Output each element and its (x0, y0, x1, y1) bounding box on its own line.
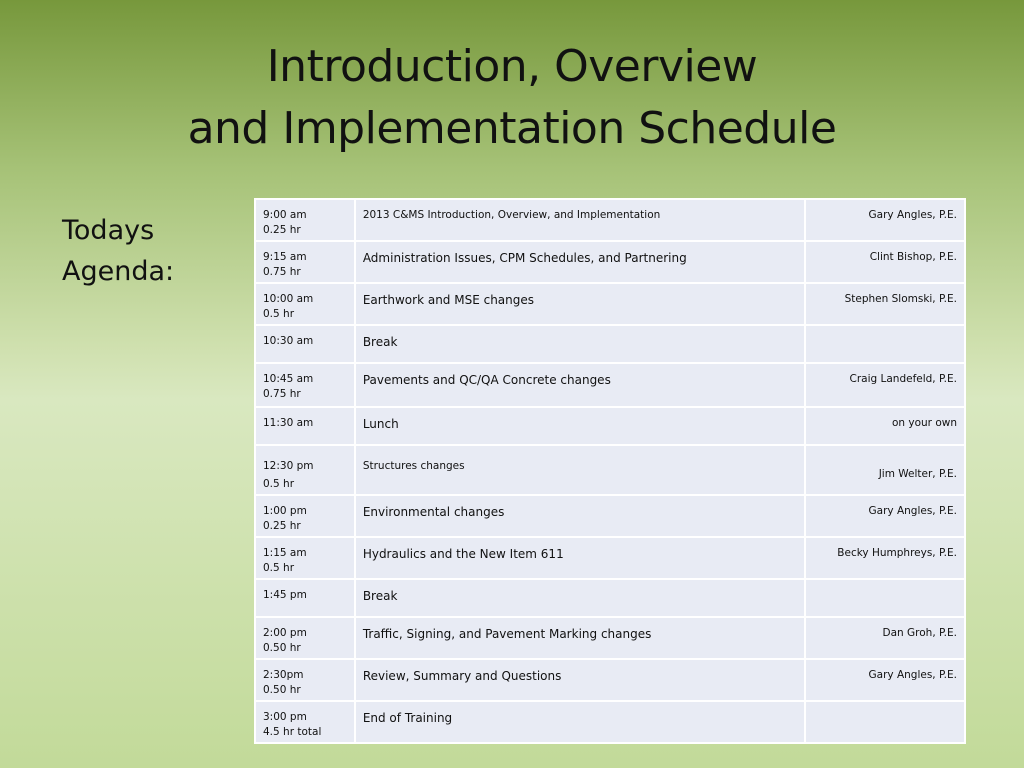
agenda-row (255, 283, 965, 325)
speaker-cell: Stephen Slomski, P.E. (805, 283, 965, 325)
start-time: 1:45 pm (263, 589, 307, 601)
start-time: 9:15 am (263, 251, 307, 263)
start-time: 10:30 am (263, 335, 314, 347)
agenda-row (255, 199, 965, 241)
time-cell (255, 579, 355, 617)
speaker-cell: Becky Humphreys, P.E. (805, 537, 965, 579)
time-cell (255, 445, 355, 495)
start-time: 10:00 am (263, 293, 314, 305)
agenda-row (255, 579, 965, 617)
slide-title (0, 36, 1024, 160)
agenda-row (255, 325, 965, 363)
agenda-row (255, 495, 965, 537)
speaker-cell: Gary Angles, P.E. (805, 495, 965, 537)
duration: 0.25 hr (263, 520, 301, 532)
speaker-cell: on your own (805, 407, 965, 445)
time-cell (255, 241, 355, 283)
topic-cell: Environmental changes (355, 495, 806, 537)
start-time: 10:45 am (263, 373, 314, 385)
start-time: 3:00 pm (263, 711, 307, 723)
topic-cell: Break (355, 325, 806, 363)
topic-cell: Earthwork and MSE changes (355, 283, 806, 325)
duration: 4.5 hr total (263, 726, 322, 738)
topic-cell: Structures changes (355, 445, 806, 495)
speaker-cell: Craig Landefeld, P.E. (805, 363, 965, 407)
time-cell (255, 701, 355, 743)
speaker-cell (805, 701, 965, 743)
duration: 0.50 hr (263, 684, 301, 696)
duration: 0.5 hr (263, 308, 295, 320)
speaker-cell: Gary Angles, P.E. (805, 659, 965, 701)
speaker-cell (805, 579, 965, 617)
start-time: 9:00 am (263, 209, 307, 221)
agenda-row (255, 617, 965, 659)
title-line-2: and Implementation Schedule (187, 103, 837, 154)
agenda-row (255, 407, 965, 445)
duration: 0.5 hr (263, 478, 295, 490)
speaker-cell: Jim Welter, P.E. (805, 445, 965, 495)
agenda-row (255, 241, 965, 283)
time-cell (255, 363, 355, 407)
time-cell (255, 283, 355, 325)
topic-cell: 2013 C&MS Introduction, Overview, and Implementation (355, 199, 806, 241)
start-time: 1:00 pm (263, 505, 307, 517)
duration: 0.5 hr (263, 562, 295, 574)
agenda-label-line-2: Agenda: (62, 256, 175, 287)
topic-cell: Pavements and QC/QA Concrete changes (355, 363, 806, 407)
speaker-cell: Dan Groh, P.E. (805, 617, 965, 659)
time-cell (255, 407, 355, 445)
duration: 0.50 hr (263, 642, 301, 654)
title-line-1: Introduction, Overview (266, 41, 758, 92)
speaker-cell: Clint Bishop, P.E. (805, 241, 965, 283)
agenda-row (255, 537, 965, 579)
duration: 0.25 hr (263, 224, 301, 236)
agenda-row (255, 659, 965, 701)
time-cell (255, 199, 355, 241)
agenda-label-line-1: Todays (62, 215, 155, 246)
agenda-row (255, 445, 965, 495)
agenda-label (62, 210, 212, 292)
topic-cell: Hydraulics and the New Item 611 (355, 537, 806, 579)
start-time: 11:30 am (263, 417, 314, 429)
time-cell (255, 659, 355, 701)
topic-cell: Lunch (355, 407, 806, 445)
speaker-cell: Gary Angles, P.E. (805, 199, 965, 241)
time-cell (255, 617, 355, 659)
topic-cell: Break (355, 579, 806, 617)
time-cell (255, 495, 355, 537)
duration: 0.75 hr (263, 388, 301, 400)
topic-cell: End of Training (355, 701, 806, 743)
start-time: 12:30 pm (263, 460, 314, 472)
time-cell (255, 537, 355, 579)
time-cell (255, 325, 355, 363)
topic-cell: Traffic, Signing, and Pavement Marking changes (355, 617, 806, 659)
start-time: 1:15 am (263, 547, 307, 559)
speaker-cell (805, 325, 965, 363)
agenda-row (255, 363, 965, 407)
agenda-row (255, 701, 965, 743)
start-time: 2:00 pm (263, 627, 307, 639)
topic-cell: Review, Summary and Questions (355, 659, 806, 701)
agenda-table (254, 198, 966, 744)
topic-cell: Administration Issues, CPM Schedules, and Partnering (355, 241, 806, 283)
duration: 0.75 hr (263, 266, 301, 278)
start-time: 2:30pm (263, 669, 304, 681)
